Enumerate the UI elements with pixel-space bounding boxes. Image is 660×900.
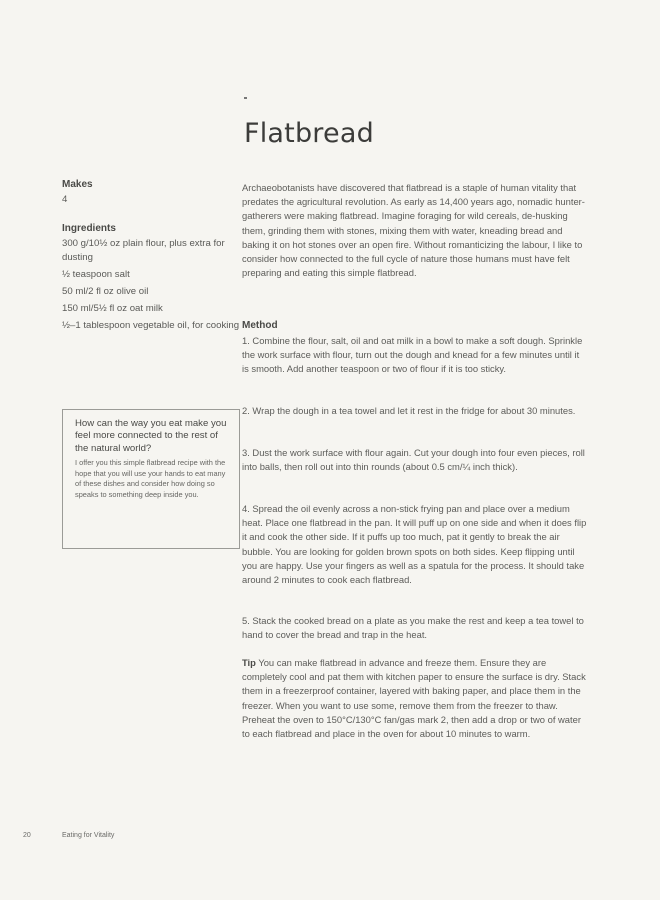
makes-label: Makes (62, 179, 93, 190)
makes-value: 4 (62, 193, 68, 205)
print-mark (244, 97, 247, 99)
tip-label: Tip (242, 657, 256, 668)
recipe-title: Flatbread (244, 118, 374, 149)
page-number: 20 (23, 832, 31, 839)
ingredients-list (62, 237, 252, 334)
reflection-text: I offer you this simple flatbread recipe with the hope that you will use your hands to eat many of these dishes and consider how doing so speaks to something deep inside you. (75, 458, 226, 499)
tip-paragraph (242, 656, 588, 741)
makes-section (62, 178, 252, 207)
method-heading: Method (242, 320, 278, 331)
ingredient-item: 50 ml/2 fl oz olive oil (62, 286, 149, 297)
method-step: 5. Stack the cooked bread on a plate as you make the rest and keep a tea towel to hand to cover the bread and trap in the heat. (242, 615, 584, 641)
ingredient-item: 300 g/10½ oz plain flour, plus extra for dusting (62, 237, 225, 263)
method-step: 1. Combine the flour, salt, oil and oat milk in a bowl to make a soft dough. Sprinkle the work surface with flour, turn out the dough and knead for a few minutes until it is smooth. Add another teaspoon or two of flour if it is too sticky. (242, 335, 583, 375)
ingredient-item: ½–1 tablespoon vegetable oil, for cooking (62, 320, 240, 331)
intro-text: Archaeobotanists have discovered that flatbread is a staple of human vitality that predates the agricultural revolution. As early as 14,400 years ago, nomadic hunter-gatherers were making flatbread. Imagine foraging for wild cereals, de-husking them, grinding them with stones, mixing them with water, kneading bread and baking it on hot stones over an open fire. Without romanticizing the labour, I like to consider how connected to the full cycle of nature those humans must have felt preparing and eating this simple flatbread. (242, 182, 585, 279)
tip-text: You can make flatbread in advance and freeze them. Ensure they are completely cool and pat them with kitchen paper to ensure the surface is dry. Stack them in a freezerproof container, layered with baking paper, and place them in the freezer. When you want to use some, remove them from the freezer to thaw. Preheat the oven to 150°C/130°C fan/gas mark 2, then add a drop or two of water to each flatbread and place in the oven for about 10 minutes to warm. (242, 657, 586, 740)
method-step: 2. Wrap the dough in a tea towel and let it rest in the fridge for about 30 minutes. (242, 405, 576, 416)
ingredients-label: Ingredients (62, 223, 116, 234)
intro-paragraph (242, 181, 588, 280)
ingredients-section (62, 222, 252, 336)
ingredient-item: ½ teaspoon salt (62, 269, 130, 280)
method-step: 4. Spread the oil evenly across a non-stick frying pan and place over a medium heat. Place one flatbread in the pan. It will puff up on one side and when it does flip it and cook the other side. If it puffs up too much, pat it gently to break the air bubble. You are looking for golden brown spots on both sides. Keep flipping until you are happy. Use your fingers as well as a spatula for the process. It should take around 2 minutes to cook each flatbread. (242, 503, 587, 586)
method-step: 3. Dust the work surface with flour again. Cut your dough into four even pieces, roll into balls, then roll out into thin rounds (about 0.5 cm/¼ inch thick). (242, 447, 585, 473)
running-title: Eating for Vitality (62, 832, 115, 839)
reflection-question: How can the way you eat make you feel more connected to the rest of the natural world? (75, 418, 227, 454)
reflection-box (62, 409, 240, 549)
ingredient-item: 150 ml/5½ fl oz oat milk (62, 303, 163, 314)
